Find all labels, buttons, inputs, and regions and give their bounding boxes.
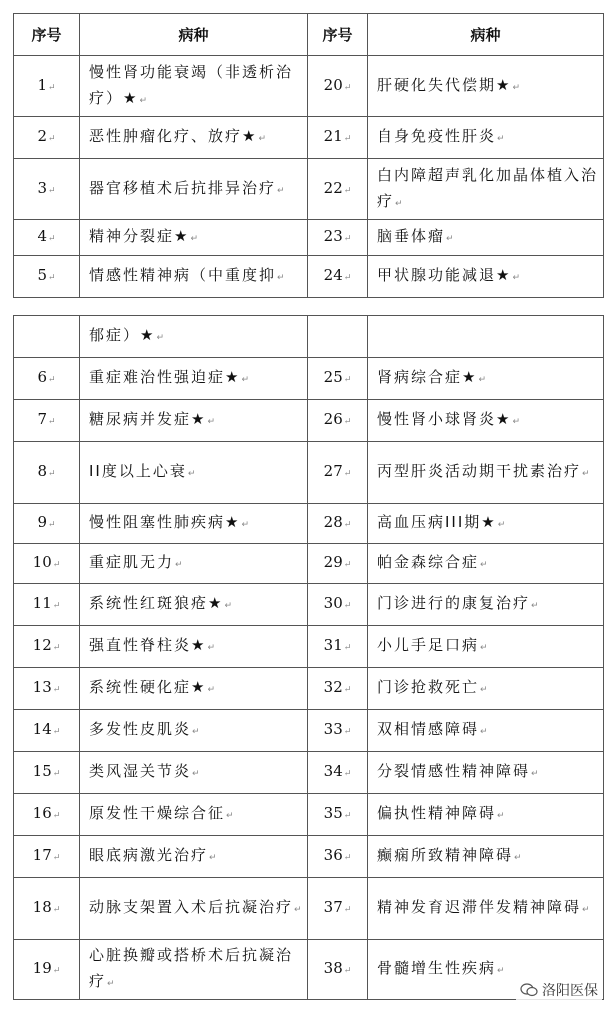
table-header-row (14, 14, 604, 56)
disease-name-right (368, 626, 604, 668)
disease-name-left-text: 类风湿关节炎 (89, 762, 192, 780)
paragraph-mark: ↵ (52, 853, 61, 863)
disease-name-right (368, 794, 604, 836)
row-number-right-text: 36 (323, 846, 343, 864)
disease-name-left (80, 668, 308, 710)
row-number-right-text: 21 (323, 127, 343, 145)
paragraph-mark: ↵ (241, 375, 249, 385)
row-number-left-text: 12 (32, 636, 52, 654)
disease-name-left-text: 动脉支架置入术后抗凝治疗 (89, 898, 294, 916)
paragraph-mark: ↵ (582, 905, 590, 915)
row-number-left (14, 358, 80, 400)
disease-name-right-text: 甲状腺功能减退★ (377, 266, 512, 284)
wechat-icon (520, 983, 538, 997)
row-number-right (308, 400, 368, 442)
disease-name-left (80, 544, 308, 584)
row-number-left (14, 544, 80, 584)
header-no-right: 序号 (308, 14, 368, 56)
paragraph-mark: ↵ (277, 273, 285, 283)
row-number-left-text: 16 (32, 804, 52, 822)
row-number-right-text: 32 (323, 678, 343, 696)
disease-name-right-text: 骨髓增生性疾病 (377, 959, 497, 977)
row-number-left-text: 9 (37, 513, 47, 531)
disease-name-right-text: 分裂情感性精神障碍 (377, 762, 531, 780)
paragraph-mark: ↵ (582, 469, 590, 479)
disease-name-left-text: 器官移植术后抗排异治疗 (89, 178, 277, 197)
disease-name-right-text: 脑垂体瘤 (377, 227, 446, 245)
disease-name-right (368, 220, 604, 256)
row-number-left-text: 14 (32, 720, 52, 738)
table-row (14, 56, 604, 117)
paragraph-mark: ↵ (52, 643, 61, 653)
paragraph-mark: ↵ (343, 273, 352, 283)
row-number-right (308, 56, 368, 117)
row-number-left-text: 4 (37, 227, 47, 245)
row-number-left (14, 56, 80, 117)
paragraph-mark: ↵ (478, 375, 486, 385)
disease-name-right-text: 偏执性精神障碍 (377, 804, 497, 822)
disease-name-right (368, 159, 604, 220)
row-number-left (14, 878, 80, 940)
table-row (14, 117, 604, 159)
row-number-right (308, 794, 368, 836)
paragraph-mark: ↵ (497, 811, 505, 821)
paragraph-mark: ↵ (277, 185, 285, 196)
disease-name-left-text: 强直性脊柱炎★ (89, 636, 207, 654)
table-row (14, 442, 604, 504)
table-row (14, 626, 604, 668)
row-number-right (308, 940, 368, 1000)
row-number-right (308, 878, 368, 940)
paragraph-mark: ↵ (343, 234, 352, 244)
row-number-left-text: 10 (32, 553, 52, 571)
row-number-left-text: 2 (37, 127, 47, 145)
paragraph-mark: ↵ (52, 560, 61, 570)
paragraph-mark: ↵ (343, 769, 352, 779)
paragraph-mark: ↵ (192, 727, 200, 737)
disease-name-right (368, 400, 604, 442)
paragraph-mark: ↵ (343, 966, 352, 976)
disease-name-right (368, 752, 604, 794)
paragraph-mark: ↵ (52, 769, 61, 779)
disease-name-right (368, 878, 604, 940)
disease-name-left (80, 316, 308, 358)
header-no-left: 序号 (14, 14, 80, 56)
row-number-right (308, 668, 368, 710)
paragraph-mark: ↵ (52, 905, 61, 915)
disease-name-left-text: 重症难治性强迫症★ (89, 368, 241, 386)
row-number-left-text: 5 (37, 266, 47, 284)
paragraph-mark: ↵ (52, 727, 61, 737)
row-number-right (308, 442, 368, 504)
row-number-right (308, 626, 368, 668)
table-row (14, 836, 604, 878)
row-number-right-text: 24 (323, 266, 343, 284)
watermark (516, 979, 602, 1001)
disease-name-right-text: 双相情感障碍 (377, 720, 480, 738)
table-row (14, 668, 604, 710)
disease-name-left (80, 256, 308, 298)
disease-name-left-text: 系统性红斑狼疮★ (89, 594, 224, 612)
row-number-left (14, 626, 80, 668)
paragraph-mark: ↵ (48, 469, 56, 479)
paragraph-mark: ↵ (48, 185, 56, 196)
paragraph-mark: ↵ (343, 82, 352, 93)
row-number-right-text: 26 (323, 410, 343, 428)
paragraph-mark: ↵ (446, 234, 454, 244)
paragraph-mark: ↵ (343, 560, 352, 570)
disease-name-left (80, 752, 308, 794)
row-number-left (14, 794, 80, 836)
row-number-right-text: 22 (323, 178, 343, 197)
disease-name-left (80, 940, 308, 1000)
disease-name-left-text: II度以上心衰 (89, 462, 187, 480)
table-row (14, 940, 604, 1000)
paragraph-mark: ↵ (48, 234, 56, 244)
paragraph-mark: ↵ (52, 966, 61, 976)
disease-name-left (80, 358, 308, 400)
disease-name-left-text: 恶性肿瘤化疗、放疗★ (89, 127, 258, 145)
paragraph-mark: ↵ (48, 134, 56, 144)
row-number-left-text: 7 (37, 410, 47, 428)
row-number-left (14, 668, 80, 710)
paragraph-mark: ↵ (531, 601, 539, 611)
disease-name-right-text: 小儿手足口病 (377, 636, 480, 654)
disease-name-right (368, 710, 604, 752)
paragraph-mark: ↵ (209, 853, 217, 863)
paragraph-mark: ↵ (52, 811, 61, 821)
row-number-left-text: 6 (37, 368, 47, 386)
disease-name-right (368, 584, 604, 626)
row-number-right-text: 37 (323, 898, 343, 916)
row-number-left (14, 752, 80, 794)
row-number-left (14, 159, 80, 220)
disease-name-right (368, 544, 604, 584)
disease-name-right-text: 门诊进行的康复治疗 (377, 594, 531, 612)
row-number-right-text: 35 (323, 804, 343, 822)
row-number-right (308, 256, 368, 298)
paragraph-mark: ↵ (343, 185, 352, 196)
table-row (14, 358, 604, 400)
row-number-left-text: 13 (32, 678, 52, 696)
disease-name-left (80, 442, 308, 504)
watermark-text: 洛阳医保 (542, 983, 598, 999)
paragraph-mark: ↵ (226, 811, 234, 821)
row-number-left-text: 15 (32, 762, 52, 780)
table-row (14, 544, 604, 584)
disease-name-right-text: 丙型肝炎活动期干扰素治疗 (377, 462, 582, 480)
paragraph-mark: ↵ (207, 643, 215, 653)
row-number-right (308, 504, 368, 544)
paragraph-mark: ↵ (343, 685, 352, 695)
paragraph-mark: ↵ (343, 469, 352, 479)
row-number-left-text: 19 (32, 959, 52, 977)
disease-name-left-text: 郁症）★ (89, 326, 156, 344)
row-number-right (308, 316, 368, 358)
paragraph-mark: ↵ (514, 853, 522, 863)
paragraph-mark: ↵ (156, 333, 164, 343)
disease-name-right (368, 117, 604, 159)
disease-name-right (368, 668, 604, 710)
row-number-right (308, 544, 368, 584)
row-number-right-text: 23 (323, 227, 343, 245)
row-number-right-text: 25 (323, 368, 343, 386)
disease-name-left-text: 糖尿病并发症★ (89, 410, 207, 428)
row-number-left-text: 8 (37, 462, 47, 480)
row-number-right (308, 220, 368, 256)
paragraph-mark: ↵ (207, 417, 215, 427)
disease-name-right-text: 白内障超声乳化加晶体植入治疗 (377, 165, 599, 210)
table-row (14, 710, 604, 752)
table-row (14, 400, 604, 442)
row-number-left (14, 220, 80, 256)
paragraph-mark: ↵ (343, 134, 352, 144)
row-number-left (14, 504, 80, 544)
paragraph-mark: ↵ (48, 417, 56, 427)
row-number-right-text: 28 (323, 513, 343, 531)
row-number-left (14, 442, 80, 504)
paragraph-mark: ↵ (512, 273, 520, 283)
paragraph-mark: ↵ (343, 853, 352, 863)
paragraph-mark: ↵ (343, 727, 352, 737)
disease-name-right (368, 316, 604, 358)
disease-name-left (80, 626, 308, 668)
paragraph-mark: ↵ (343, 811, 352, 821)
paragraph-mark: ↵ (48, 82, 56, 93)
row-number-right-text: 27 (323, 462, 343, 480)
paragraph-mark: ↵ (480, 685, 488, 695)
paragraph-mark: ↵ (207, 685, 215, 695)
disease-name-left (80, 159, 308, 220)
disease-name-left-text: 多发性皮肌炎 (89, 720, 192, 738)
row-number-left-text: 18 (32, 898, 52, 916)
row-number-left-text: 11 (32, 594, 52, 612)
row-number-right (308, 117, 368, 159)
paragraph-mark: ↵ (343, 520, 352, 530)
row-number-left (14, 316, 80, 358)
disease-name-left (80, 794, 308, 836)
paragraph-mark: ↵ (343, 905, 352, 915)
row-number-right (308, 752, 368, 794)
paragraph-mark: ↵ (52, 601, 61, 611)
disease-name-right-text: 门诊抢救死亡 (377, 678, 480, 696)
row-number-right (308, 710, 368, 752)
row-number-right-text: 38 (323, 959, 343, 977)
disease-name-left (80, 117, 308, 159)
paragraph-mark: ↵ (192, 769, 200, 779)
disease-name-left-text: 原发性干燥综合征 (89, 804, 226, 822)
disease-name-right (368, 358, 604, 400)
disease-name-right-text: 高血压病III期★ (377, 513, 497, 531)
header-disease-left: 病种 (80, 14, 308, 56)
row-number-right (308, 584, 368, 626)
paragraph-mark: ↵ (187, 469, 196, 479)
table-row (14, 504, 604, 544)
paragraph-mark: ↵ (52, 685, 61, 695)
disease-name-right (368, 56, 604, 117)
disease-name-left-text: 系统性硬化症★ (89, 678, 207, 696)
paragraph-mark: ↵ (497, 966, 505, 976)
disease-name-right-text: 帕金森综合症 (377, 553, 480, 571)
paragraph-mark: ↵ (48, 375, 56, 385)
disease-name-left-text: 精神分裂症★ (89, 227, 190, 245)
row-number-left-text: 17 (32, 846, 52, 864)
table-row (14, 159, 604, 220)
paragraph-mark: ↵ (343, 417, 352, 427)
row-number-left-text: 1 (37, 75, 47, 94)
row-number-left (14, 256, 80, 298)
paragraph-mark: ↵ (258, 134, 266, 144)
paragraph-mark: ↵ (480, 560, 488, 570)
disease-name-left-text: 慢性肾功能衰竭（非透析治疗）★ (89, 62, 294, 107)
paragraph-mark: ↵ (107, 979, 115, 989)
disease-name-left (80, 584, 308, 626)
paragraph-mark: ↵ (531, 769, 539, 779)
disease-name-left (80, 56, 308, 117)
paragraph-mark: ↵ (48, 520, 56, 530)
disease-name-left (80, 878, 308, 940)
disease-name-right (368, 442, 604, 504)
disease-name-right (368, 504, 604, 544)
table-row (14, 256, 604, 298)
paragraph-mark: ↵ (175, 560, 183, 570)
row-number-right-text: 33 (323, 720, 343, 738)
row-number-left (14, 584, 80, 626)
header-disease-right: 病种 (368, 14, 604, 56)
disease-name-right-text: 自身免疫性肝炎 (377, 127, 497, 145)
paragraph-mark: ↵ (190, 234, 198, 244)
row-number-left (14, 940, 80, 1000)
paragraph-mark: ↵ (139, 95, 147, 106)
disease-name-right-text: 精神发育迟滞伴发精神障碍 (377, 898, 582, 916)
paragraph-mark: ↵ (343, 643, 352, 653)
paragraph-mark: ↵ (512, 417, 520, 427)
paragraph-mark: ↵ (497, 134, 505, 144)
paragraph-mark: ↵ (224, 601, 232, 611)
table-row (14, 220, 604, 256)
row-number-left (14, 836, 80, 878)
table-row (14, 878, 604, 940)
disease-name-left (80, 400, 308, 442)
disease-table-part-2 (13, 315, 604, 1000)
disease-name-right-text: 肝硬化失代偿期★ (377, 75, 512, 94)
disease-name-left-text: 重症肌无力 (89, 553, 175, 571)
row-number-left-text: 3 (37, 178, 47, 197)
disease-name-left-text: 心脏换瓣或搭桥术后抗凝治疗 (89, 946, 294, 990)
paragraph-mark: ↵ (395, 198, 403, 209)
paragraph-mark: ↵ (241, 520, 249, 530)
table-row (14, 752, 604, 794)
row-number-right (308, 159, 368, 220)
row-number-left (14, 117, 80, 159)
row-number-left (14, 400, 80, 442)
row-number-right (308, 358, 368, 400)
table-row (14, 794, 604, 836)
disease-name-left (80, 220, 308, 256)
paragraph-mark: ↵ (48, 273, 56, 283)
row-number-left (14, 710, 80, 752)
paragraph-mark: ↵ (497, 520, 506, 530)
disease-name-right-text: 癫痫所致精神障碍 (377, 846, 514, 864)
paragraph-mark: ↵ (512, 82, 520, 93)
disease-table-part-1 (13, 13, 604, 298)
disease-name-right-text: 肾病综合症★ (377, 368, 478, 386)
row-number-right-text: 34 (323, 762, 343, 780)
disease-name-left-text: 眼底病激光治疗 (89, 846, 209, 864)
disease-name-left-text: 慢性阻塞性肺疾病★ (89, 513, 241, 531)
row-number-right-text: 30 (323, 594, 343, 612)
disease-name-right-text: 慢性肾小球肾炎★ (377, 410, 512, 428)
table-row (14, 584, 604, 626)
paragraph-mark: ↵ (343, 601, 352, 611)
paragraph-mark: ↵ (480, 727, 488, 737)
paragraph-mark: ↵ (294, 905, 302, 915)
row-number-right-text: 31 (323, 636, 343, 654)
row-number-right-text: 20 (323, 75, 343, 94)
table-row (14, 316, 604, 358)
disease-name-left (80, 836, 308, 878)
paragraph-mark: ↵ (343, 375, 352, 385)
disease-name-right (368, 256, 604, 298)
paragraph-mark: ↵ (480, 643, 488, 653)
disease-name-right (368, 836, 604, 878)
disease-name-left (80, 710, 308, 752)
row-number-right-text: 29 (323, 553, 343, 571)
row-number-right (308, 836, 368, 878)
disease-name-left (80, 504, 308, 544)
disease-name-left-text: 情感性精神病（中重度抑 (89, 266, 277, 284)
